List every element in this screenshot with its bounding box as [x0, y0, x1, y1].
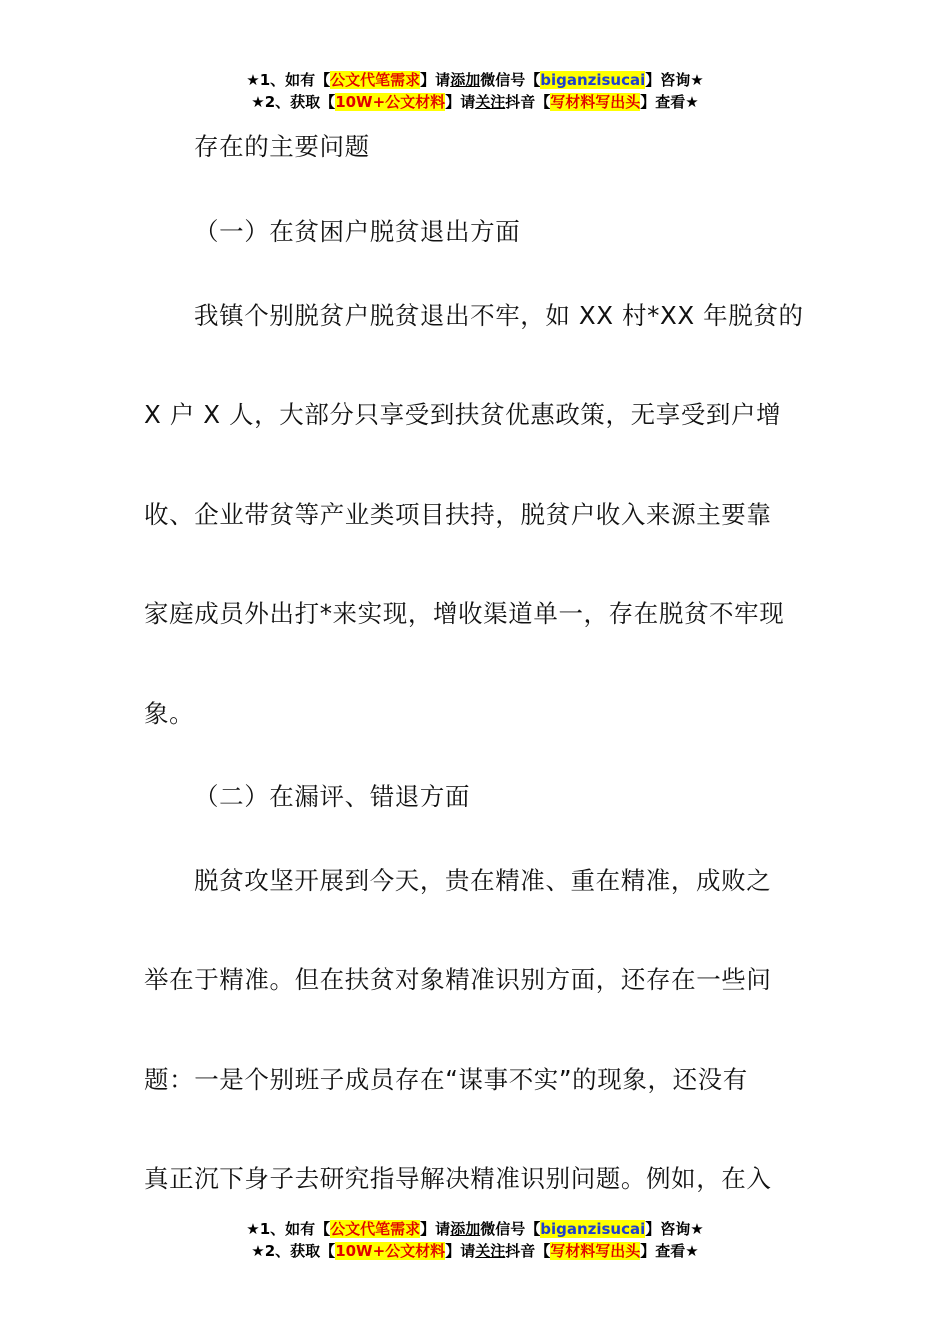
para-2-line: 真正沉下身子去研究指导解决精准识别问题。例如，在入 — [144, 1164, 772, 1193]
para-1-line: 象。 — [144, 699, 195, 728]
wechat-id: biganzisucai — [540, 71, 646, 89]
promo-line-2: ★2、获取【10W+公文材料】请关注抖音【写材料写出头】查看★ — [251, 1242, 699, 1260]
highlight-materials: 10W+公文材料 — [335, 1242, 446, 1260]
section-1-title: （一）在贫困户脱贫退出方面 — [194, 217, 521, 246]
para-2-line: 脱贫攻坚开展到今天，贵在精准、重在精准，成败之 — [194, 866, 772, 895]
para-2-line: 举在于精准。但在扶贫对象精准识别方面，还存在一些问 — [144, 965, 772, 994]
promo-line-1: ★1、如有【公文代笔需求】请添加微信号【biganzisucai】咨询★ — [246, 1220, 704, 1238]
wechat-id: biganzisucai — [540, 1220, 646, 1238]
highlight-service: 公文代笔需求 — [330, 1220, 421, 1238]
promo-line-1: ★1、如有【公文代笔需求】请添加微信号【biganzisucai】咨询★ — [246, 71, 704, 89]
douyin-account: 写材料写出头 — [550, 1242, 641, 1260]
douyin-account: 写材料写出头 — [550, 93, 641, 111]
section-2-title: （二）在漏评、错退方面 — [194, 782, 471, 811]
para-1-line: 我镇个别脱贫户脱贫退出不牢，如 XX 村*XX 年脱贫的 — [194, 301, 804, 330]
highlight-service: 公文代笔需求 — [330, 71, 421, 89]
para-1-line: X 户 X 人，大部分只享受到扶贫优惠政策，无享受到户增 — [144, 400, 782, 429]
promo-header — [0, 69, 950, 113]
highlight-materials: 10W+公文材料 — [335, 93, 446, 111]
para-1-line: 家庭成员外出打*来实现，增收渠道单一，存在脱贫不牢现 — [144, 599, 785, 628]
promo-line-2: ★2、获取【10W+公文材料】请关注抖音【写材料写出头】查看★ — [251, 93, 699, 111]
promo-footer — [0, 1218, 950, 1262]
para-1-line: 收、企业带贫等产业类项目扶持，脱贫户收入来源主要靠 — [144, 500, 772, 529]
para-2-line: 题：一是个别班子成员存在“谋事不实”的现象，还没有 — [144, 1065, 748, 1094]
heading: 存在的主要问题 — [194, 132, 370, 161]
